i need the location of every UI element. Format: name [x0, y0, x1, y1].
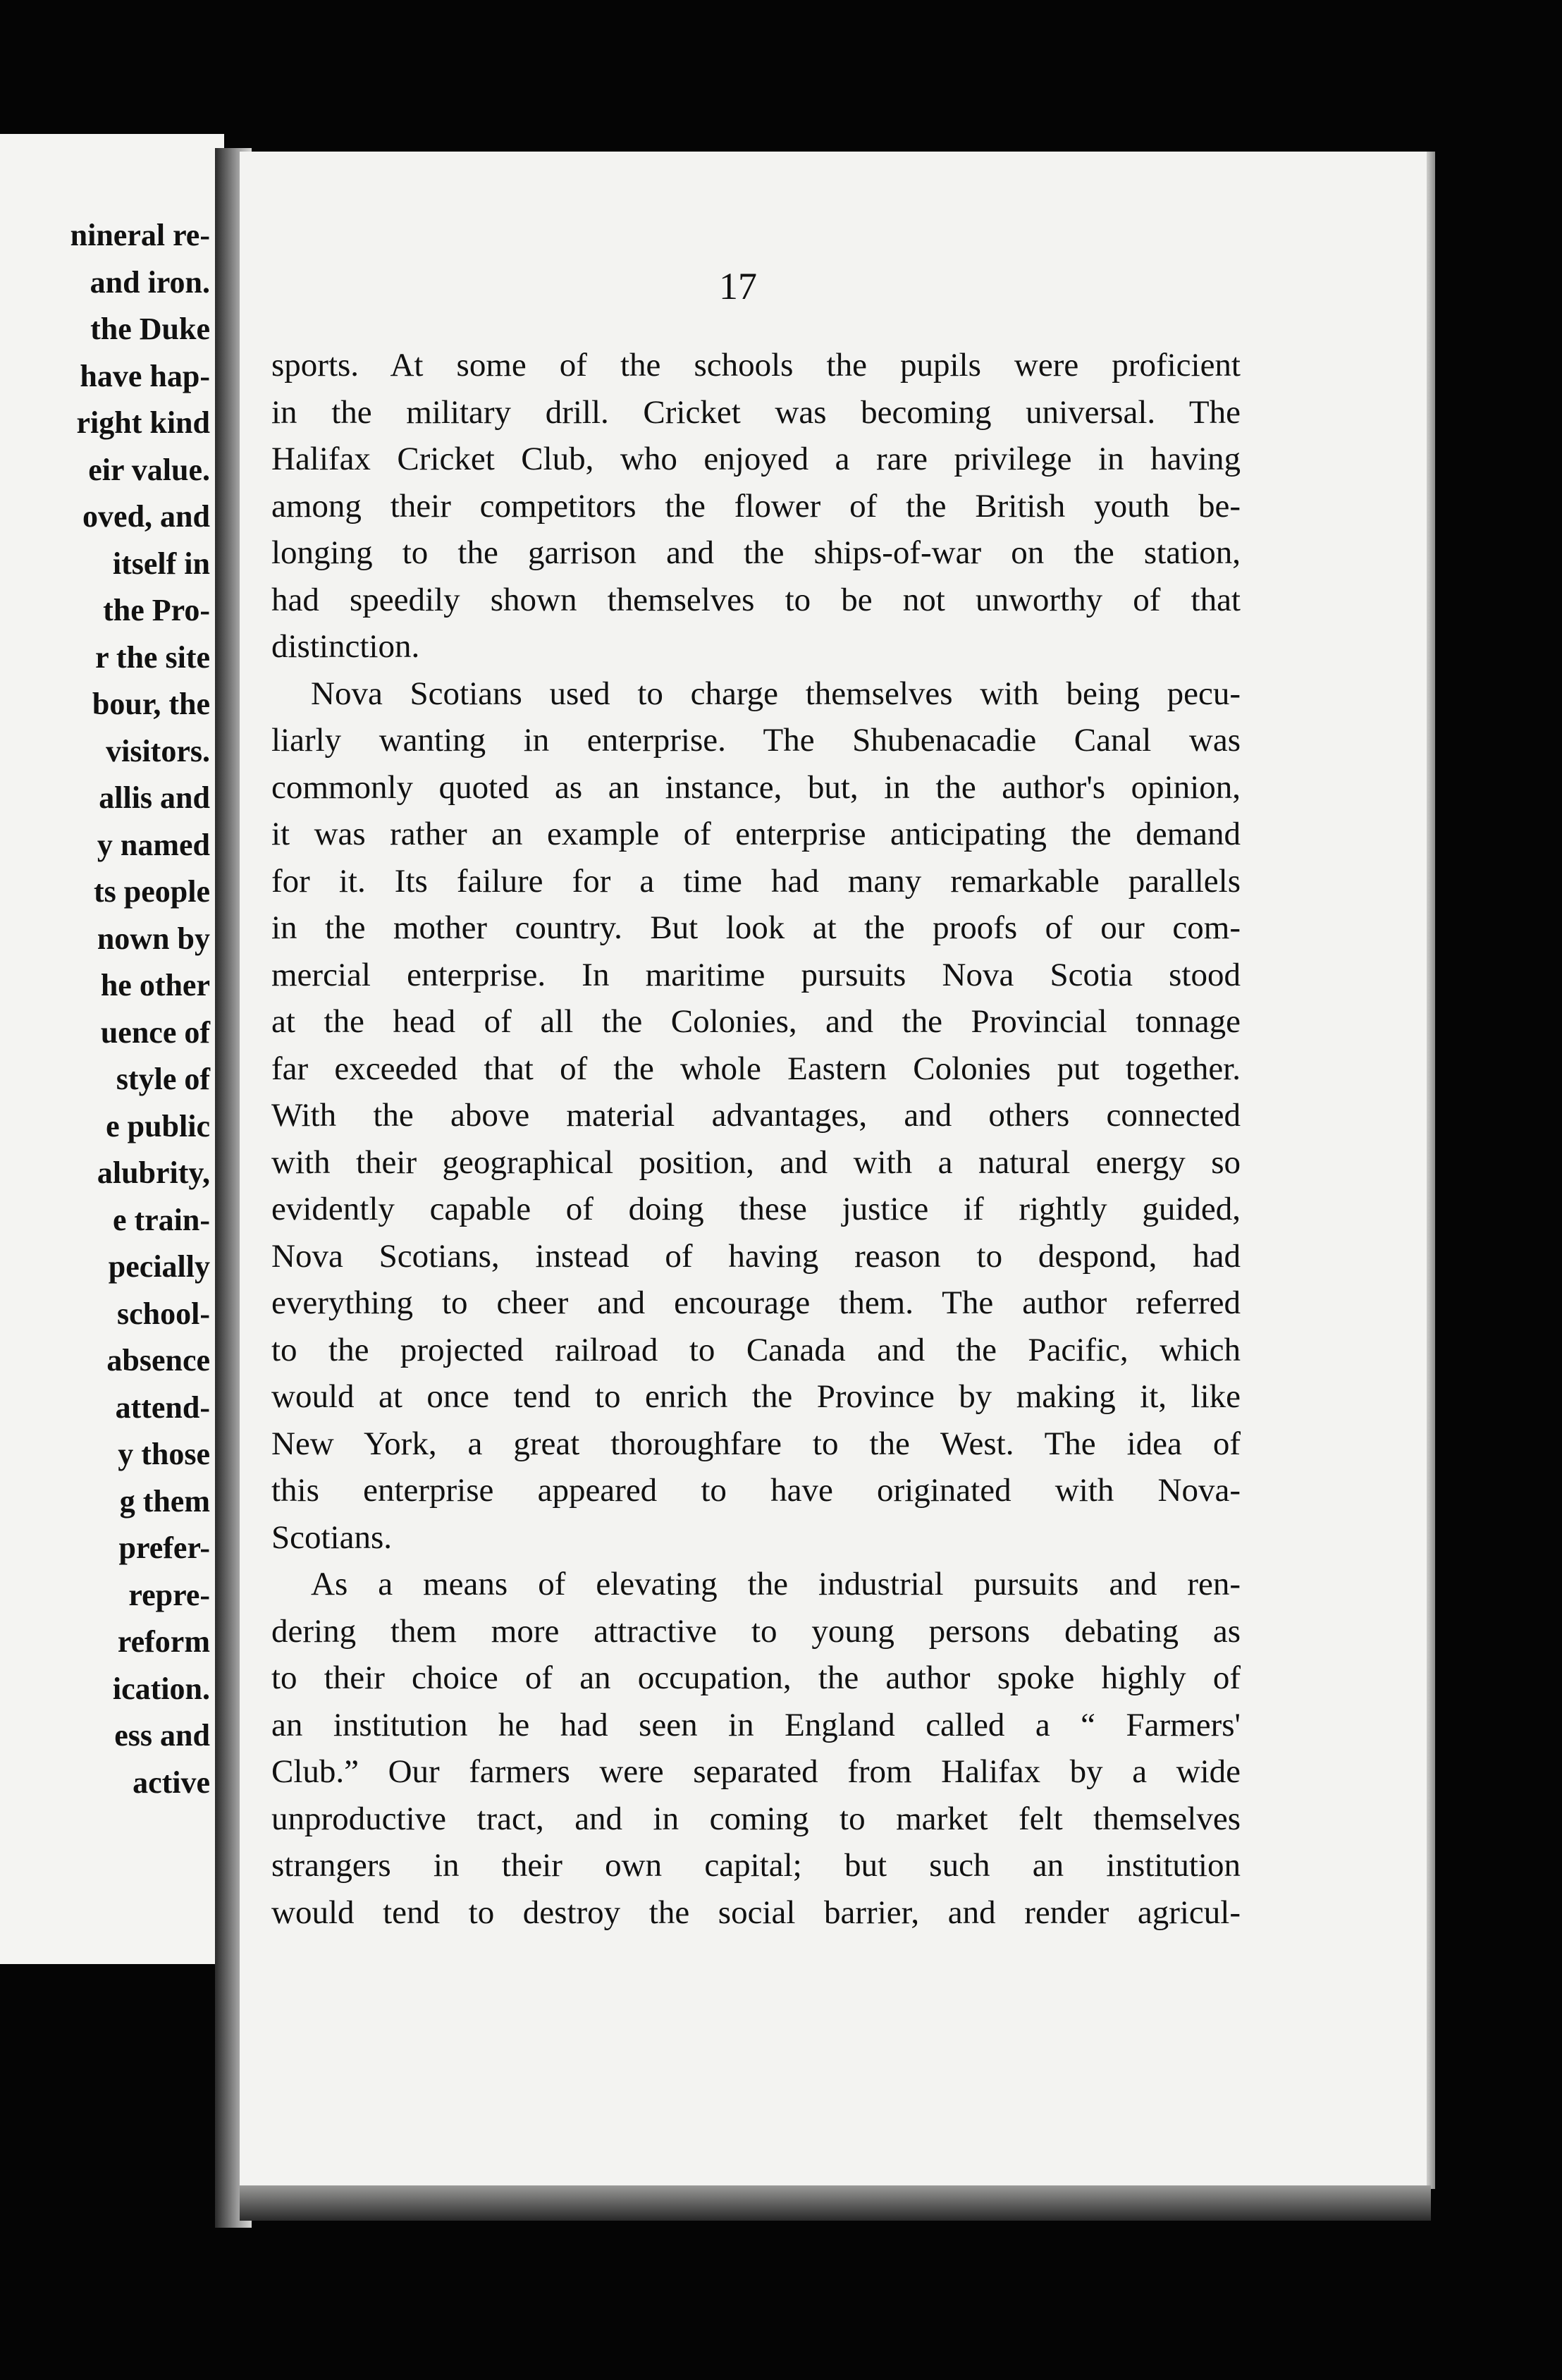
- page-edge: [1427, 152, 1435, 2189]
- left-page-text-fragment: e train-: [112, 1202, 210, 1237]
- left-page-text-fragment: attend-: [115, 1390, 210, 1425]
- text-line: with their geographical position, and with a natural energy so: [271, 1143, 1241, 1181]
- left-page-text-fragment: he other: [100, 968, 210, 1002]
- left-page-text-fragment: pecially: [108, 1249, 210, 1284]
- text-line: strangers in their own capital; but such an institution: [271, 1847, 1241, 1884]
- left-page-text-fragment: and iron.: [90, 264, 210, 300]
- text-line: this enterprise appeared to have originated with Nova-: [271, 1472, 1241, 1509]
- left-page-text-fragment: the Duke: [90, 312, 210, 346]
- text-line: sports. At some of the schools the pupils were proficient: [271, 347, 1241, 384]
- left-page: [0, 134, 224, 1964]
- left-page-text-fragment: style of: [116, 1062, 210, 1096]
- left-page-text-fragment: e public: [106, 1108, 210, 1143]
- left-page-text-fragment: oved, and: [82, 499, 210, 534]
- text-line: commonly quoted as an instance, but, in the author's opinion,: [271, 768, 1241, 806]
- text-line: Scotians.: [271, 1519, 393, 1556]
- text-line: to their choice of an occupation, the author spoke highly of: [271, 1660, 1241, 1696]
- left-page-text-fragment: ts people: [94, 874, 210, 909]
- page-number: 17: [719, 265, 757, 307]
- text-line: As a means of elevating the industrial pursuits and ren-: [311, 1566, 1241, 1602]
- left-page-text-fragment: ess and: [114, 1718, 210, 1753]
- body-text: [271, 342, 1241, 1936]
- left-page-text-fragment: absence: [106, 1343, 210, 1378]
- left-page-text-fragment: y those: [118, 1437, 210, 1471]
- left-page-text-fragment: nown by: [97, 921, 210, 956]
- text-line: evidently capable of doing these justice if rightly guided,: [271, 1191, 1241, 1227]
- left-page-text-fragment: right kind: [76, 405, 210, 440]
- text-line: longing to the garrison and the ships-of-war on the station,: [271, 534, 1241, 571]
- left-page-text-fragment: ication.: [112, 1671, 210, 1706]
- left-page-text-fragment: the Pro-: [103, 593, 210, 627]
- text-line: liarly wanting in enterprise. The Shubenacadie Canal was: [271, 722, 1241, 759]
- left-page-text-fragment: itself in: [112, 546, 210, 581]
- text-line: in the mother country. But look at the proofs of our com-: [271, 909, 1241, 946]
- text-line: Nova Scotians, instead of having reason to despond, had: [271, 1237, 1241, 1275]
- left-page-text-fragment: nineral re-: [70, 218, 210, 252]
- text-line: Halifax Cricket Club, who enjoyed a rare privilege in having: [271, 441, 1241, 477]
- text-line: New York, a great thoroughfare to the West. The idea of: [271, 1425, 1241, 1462]
- text-line: an institution he had seen in England called a “ Farmers': [271, 1706, 1241, 1743]
- left-page-text-fragment: have hap-: [80, 358, 210, 393]
- left-page-text-fragment: r the site: [95, 639, 210, 675]
- page-bottom-edge: [240, 2185, 1431, 2221]
- left-page-text-fragment: bour, the: [92, 687, 210, 721]
- left-page-text-fragment: prefer-: [118, 1531, 210, 1565]
- text-line: With the above material advantages, and others connected: [271, 1097, 1241, 1134]
- text-line: among their competitors the flower of the British youth be-: [271, 487, 1241, 525]
- text-line: Nova Scotians used to charge themselves with being pecu-: [311, 675, 1241, 712]
- text-line: far exceeded that of the whole Eastern Colonies put together.: [271, 1050, 1241, 1087]
- text-line: in the military drill. Cricket was becoming universal. The: [271, 393, 1241, 431]
- text-line: unproductive tract, and in coming to market felt themselves: [271, 1800, 1241, 1837]
- left-page-text-fragment: repre-: [128, 1577, 210, 1612]
- left-page-text-fragment: alubrity,: [97, 1155, 210, 1190]
- left-page-text-fragment: visitors.: [106, 733, 210, 768]
- text-line: would at once tend to enrich the Province by making it, like: [271, 1378, 1241, 1415]
- text-line: to the projected railroad to Canada and the Pacific, which: [271, 1331, 1241, 1368]
- text-line: distinction.: [271, 628, 420, 665]
- left-page-text-fragment: school-: [117, 1296, 210, 1331]
- text-line: for it. Its failure for a time had many remarkable parallels: [271, 862, 1241, 900]
- text-line: it was rather an example of enterprise anticipating the demand: [271, 816, 1241, 852]
- left-page-text-fragment: uence of: [100, 1014, 210, 1050]
- text-line: Club.” Our farmers were separated from Halifax by a wide: [271, 1753, 1241, 1790]
- left-page-text-fragment: active: [133, 1765, 210, 1800]
- text-line: would tend to destroy the social barrier, and render agricul-: [271, 1894, 1241, 1931]
- right-page: [240, 152, 1431, 2189]
- text-line: everything to cheer and encourage them. The author referred: [271, 1284, 1241, 1321]
- left-page-text-fragment: g them: [119, 1483, 210, 1519]
- left-page-text-fragment: eir value.: [88, 452, 210, 487]
- left-page-text-fragment: allis and: [99, 780, 210, 815]
- left-page-text-fragment: reform: [117, 1624, 210, 1659]
- text-line: had speedily shown themselves to be not unworthy of that: [271, 581, 1241, 618]
- text-line: mercial enterprise. In maritime pursuits Nova Scotia stood: [271, 956, 1241, 993]
- left-page-text-fragment: y named: [97, 827, 210, 862]
- text-line: at the head of all the Colonies, and the Provincial tonnage: [271, 1003, 1241, 1040]
- text-line: dering them more attractive to young persons debating as: [271, 1612, 1241, 1650]
